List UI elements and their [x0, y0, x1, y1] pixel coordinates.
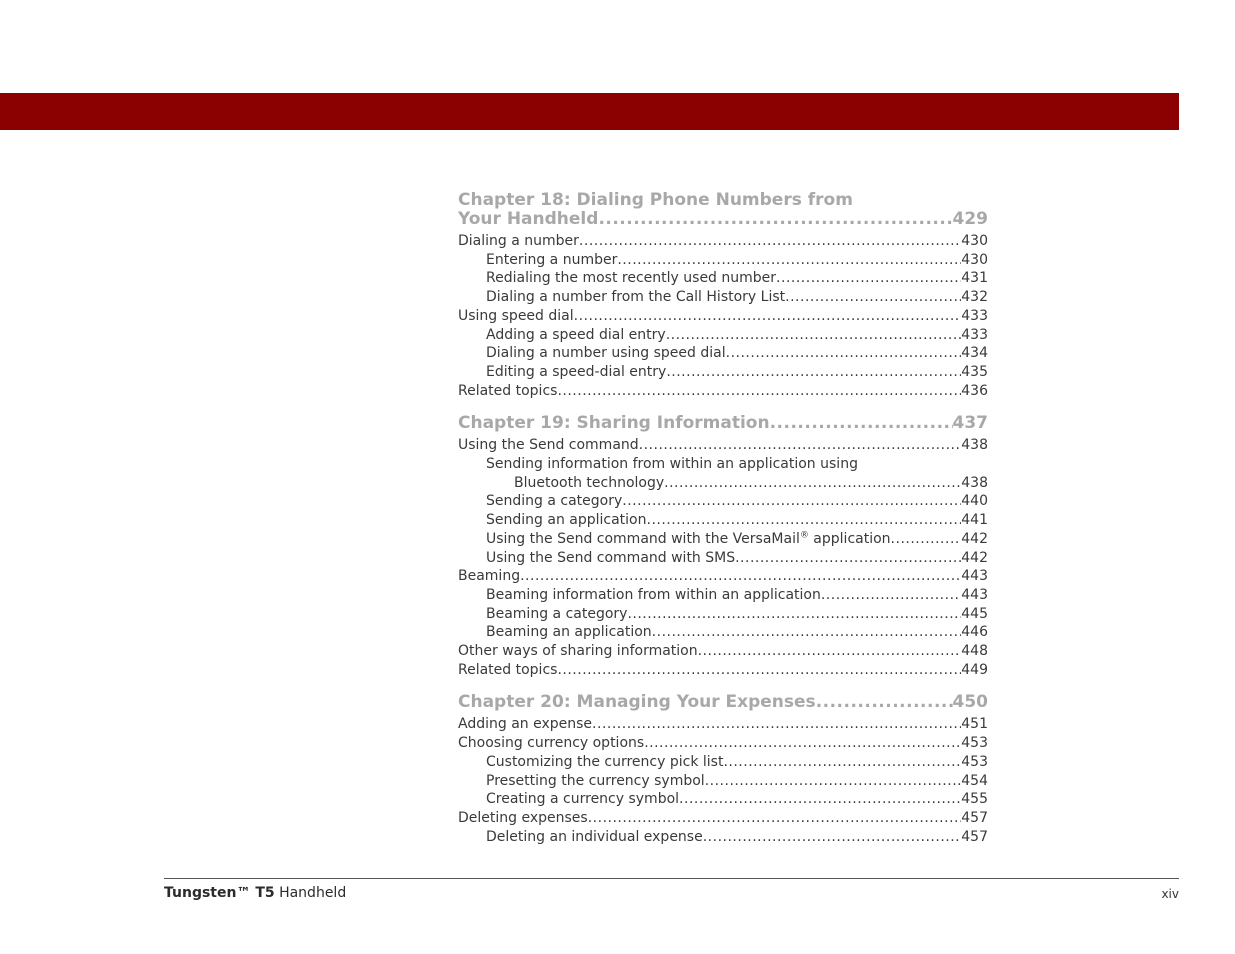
dot-leader: [666, 363, 961, 382]
dot-leader: [644, 734, 961, 753]
entry-page: 453: [961, 735, 988, 752]
dot-leader: [726, 344, 962, 363]
chapter-title: Chapter 20: Managing Your Expenses: [458, 692, 816, 713]
entry-page: 443: [961, 568, 988, 585]
entry-page: 457: [961, 828, 988, 845]
footer-product-bold: Tungsten™ T5: [164, 885, 275, 901]
entry-text: Deleting expenses: [458, 809, 588, 826]
entry-text: Choosing currency options: [458, 735, 645, 752]
entry-page: 434: [961, 345, 988, 362]
toc-entry[interactable]: [458, 382, 988, 401]
toc-entry[interactable]: [458, 232, 988, 251]
dot-leader: [579, 232, 961, 251]
chapter-19: [458, 414, 988, 679]
entry-text-after: application: [808, 530, 891, 547]
toc-entry[interactable]: [458, 326, 988, 345]
toc-entry[interactable]: [458, 436, 988, 455]
entry-page: 438: [961, 474, 988, 491]
toc-entry[interactable]: [458, 715, 988, 734]
entry-page: 438: [961, 437, 988, 454]
toc-entry[interactable]: [458, 288, 988, 307]
chapter-title-line2: Your Handheld: [458, 209, 599, 229]
entry-page: 443: [961, 586, 988, 603]
entry-text: Beaming: [458, 568, 521, 585]
chapter-heading[interactable]: [458, 414, 988, 433]
toc-entry[interactable]: [458, 734, 988, 753]
entry-text: Redialing the most recently used number: [486, 270, 777, 287]
chapter-heading[interactable]: [458, 191, 988, 229]
entry-text: Beaming information from within an application: [486, 586, 821, 603]
entry-page: 445: [961, 605, 988, 622]
toc-entry[interactable]: [458, 307, 988, 326]
entry-page: 441: [961, 512, 988, 529]
toc-entry[interactable]: [458, 790, 988, 809]
entry-text: Creating a currency symbol: [486, 791, 680, 808]
registered-mark: ®: [799, 530, 809, 541]
toc-entry[interactable]: [458, 549, 988, 568]
toc-entry[interactable]: [458, 251, 988, 270]
entry-text: Dialing a number from the Call History List: [486, 289, 786, 306]
chapter-heading[interactable]: [458, 693, 988, 712]
entry-page: 453: [961, 753, 988, 770]
entry-page: 435: [961, 363, 988, 380]
entry-text: Dialing a number using speed dial: [486, 345, 726, 362]
entry-text: Beaming an application: [486, 624, 652, 641]
chapter-title-line1: Chapter 18: Dialing Phone Numbers from: [458, 190, 853, 210]
toc-entry[interactable]: [458, 661, 988, 680]
dot-leader: [588, 809, 962, 828]
entry-page: 446: [961, 624, 988, 641]
dot-leader: [652, 623, 962, 642]
dot-leader: [891, 530, 962, 549]
dot-leader: [647, 511, 962, 530]
entry-text: Deleting an individual expense: [486, 828, 703, 845]
entry-page: 449: [961, 661, 988, 678]
dot-leader: [785, 288, 961, 307]
toc-entry-continued[interactable]: Sending information from within an application using: [486, 456, 858, 473]
footer-product-rest: Handheld: [274, 885, 347, 901]
entry-page: 440: [961, 493, 988, 510]
dot-leader: [557, 661, 961, 680]
entry-page: 455: [961, 791, 988, 808]
entry-text: Bluetooth technology: [514, 474, 665, 491]
dot-leader: [698, 642, 962, 661]
dot-leader: [703, 828, 962, 847]
chapter-title: Chapter 19: Sharing Information: [458, 413, 770, 434]
toc-entry[interactable]: [458, 753, 988, 772]
entry-text: Using the Send command with SMS: [486, 549, 736, 566]
entry-page: 430: [961, 251, 988, 268]
footer-rule: [164, 878, 1179, 879]
toc-entry[interactable]: [458, 828, 988, 847]
toc-entry[interactable]: [458, 772, 988, 791]
entry-page: 432: [961, 289, 988, 306]
entry-text: Adding an expense: [458, 716, 593, 733]
entry-page: 442: [961, 549, 988, 566]
entry-text: Using the Send command with the VersaMail: [486, 530, 800, 547]
dot-leader: [574, 307, 962, 326]
entry-page: 454: [961, 772, 988, 789]
entry-page: 442: [961, 530, 988, 547]
entry-text: Beaming a category: [486, 605, 628, 622]
entry-text: Using speed dial: [458, 307, 574, 324]
chapter-18: [458, 191, 988, 400]
entry-page: 431: [961, 270, 988, 287]
entry-text: Sending a category: [486, 493, 623, 510]
entry-text: Using the Send command: [458, 437, 639, 454]
dot-leader: [622, 492, 961, 511]
dot-leader: [770, 414, 953, 433]
table-of-contents: [458, 191, 988, 846]
entry-text: Related topics: [458, 382, 558, 399]
entry-text: Sending an application: [486, 512, 647, 529]
footer-page-number: xiv: [1161, 887, 1179, 901]
toc-entry[interactable]: [458, 567, 988, 586]
entry-text: Editing a speed-dial entry: [486, 363, 667, 380]
chapter-page: 450: [952, 692, 988, 713]
entry-text: Entering a number: [486, 251, 618, 268]
entry-page: 448: [961, 643, 988, 660]
dot-leader: [679, 790, 961, 809]
entry-page: 457: [961, 809, 988, 826]
toc-entry[interactable]: [458, 492, 988, 511]
toc-entry[interactable]: [458, 474, 988, 493]
entry-text: Presetting the currency symbol: [486, 772, 705, 789]
entry-text: Other ways of sharing information: [458, 643, 698, 660]
dot-leader: [557, 382, 961, 401]
dot-leader: [705, 772, 962, 791]
toc-entry[interactable]: [458, 344, 988, 363]
dot-leader: [520, 567, 961, 586]
toc-entry[interactable]: [458, 269, 988, 288]
footer-product-name: [164, 885, 346, 901]
dot-leader: [592, 715, 961, 734]
toc-entry[interactable]: [458, 642, 988, 661]
entry-page: 451: [961, 716, 988, 733]
entry-page: 430: [961, 233, 988, 249]
entry-page: 436: [961, 382, 988, 399]
toc-entry[interactable]: [458, 511, 988, 530]
dot-leader: [776, 269, 961, 288]
entry-text: Customizing the currency pick list: [486, 753, 724, 770]
dot-leader: [666, 326, 962, 345]
toc-entry[interactable]: [458, 623, 988, 642]
chapter-page: 429: [952, 209, 988, 229]
toc-entry[interactable]: [458, 809, 988, 828]
dot-leader: [816, 693, 953, 712]
toc-entry[interactable]: [458, 530, 988, 549]
dot-leader: [723, 753, 961, 772]
header-banner: [0, 93, 1179, 130]
dot-leader: [821, 586, 961, 605]
toc-entry[interactable]: [458, 363, 988, 382]
entry-text: Adding a speed dial entry: [486, 326, 666, 343]
toc-entry[interactable]: [458, 605, 988, 624]
entry-page: 433: [961, 326, 988, 343]
chapter-page: 437: [952, 413, 988, 434]
dot-leader: [639, 436, 962, 455]
dot-leader: [617, 251, 961, 270]
dot-leader: [598, 210, 952, 229]
chapter-20: [458, 693, 988, 846]
dot-leader: [735, 549, 961, 568]
toc-entry[interactable]: [458, 586, 988, 605]
entry-text: Related topics: [458, 661, 558, 678]
dot-leader: [627, 605, 961, 624]
dot-leader: [664, 474, 961, 493]
entry-page: 433: [961, 307, 988, 324]
entry-text: Dialing a number: [458, 233, 579, 249]
